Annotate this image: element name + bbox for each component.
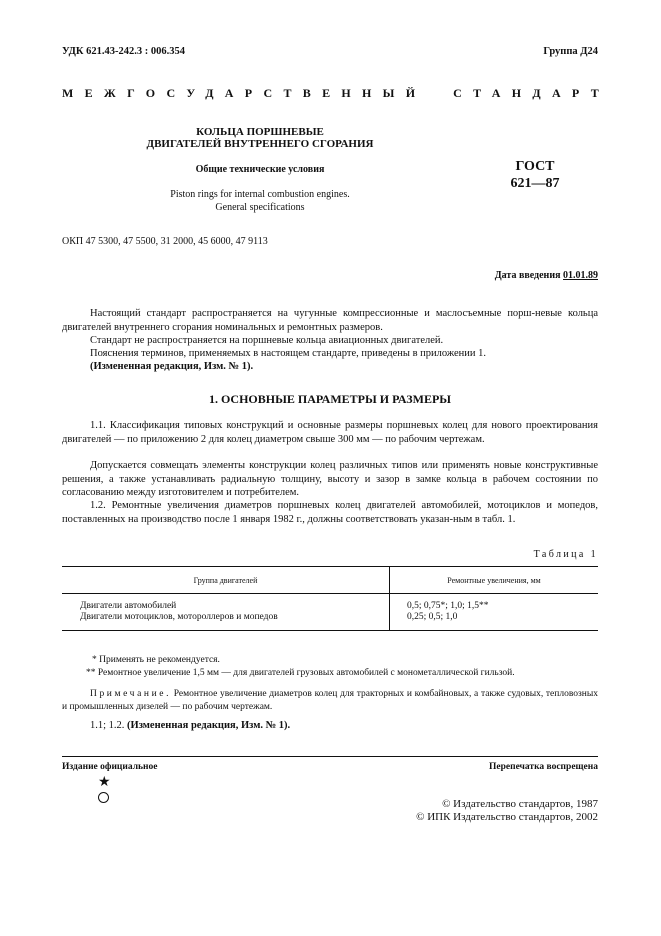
paragraph-1-2: 1.2. Ремонтные увеличения диаметров поршневых колец двигателей автомобилей, мотоциклов и мопедов, поставленных на производство после 1 января 1982 г., должны соответствовать указан-ным в табл. 1.	[62, 500, 598, 525]
table-caption: Таблица 1	[533, 549, 598, 560]
gost-label: ГОСТ	[515, 159, 555, 174]
footer-rule	[62, 756, 598, 757]
okp-codes: ОКП 47 5300, 47 5500, 31 2000, 45 6000, 47 9113	[62, 236, 268, 247]
table-row-1-group: Двигатели автомобилей	[80, 601, 177, 611]
official-edition: Издание официальное	[62, 762, 158, 772]
paragraph-1-1-addendum: Допускается совмещать элементы конструкции колец различных типов или применять новые конструктивные решения, а также устанавливать радиальную толщину, высоту и зазор в замке кольца в рабочем состоянии по согласованию между изготовителем и потребителем.	[62, 460, 598, 498]
document-title	[110, 126, 410, 150]
section-1-heading: 1. ОСНОВНЫЕ ПАРАМЕТРЫ И РАЗМЕРЫ	[208, 392, 452, 406]
table-header-group: Группа двигателей	[193, 576, 258, 585]
udk-code: УДК 621.43-242.3 : 006.354	[62, 46, 185, 57]
circle-icon	[98, 792, 109, 803]
note-label: Примечание.	[90, 689, 172, 699]
intro-amendment: (Измененная редакция, Изм. № 1).	[90, 361, 254, 372]
note-text: Ремонтное увеличение диаметров колец для тракторных и комбайновых, а также судовых, тепловозных и промышленных дизелей — по рабочим чертежам.	[62, 689, 598, 712]
intro-paragraph-1: Настоящий стандарт распространяется на чугунные компрессионные и маслосъемные порш-невые кольца двигателей внутреннего сгорания номинальных и ремонтных размеров.	[62, 308, 598, 333]
english-title-line-2: General specifications	[215, 202, 305, 213]
table-bottom-rule	[62, 630, 598, 631]
english-title-line-1: Piston rings for internal combustion engines.	[170, 189, 350, 200]
footnote-2: ** Ремонтное увеличение 1,5 мм — для двигателей грузовых автомобилей с монометаллической гильзой.	[86, 668, 515, 678]
standard-word-interstate: МЕЖГОСУДАРСТВЕННЫЙ	[62, 86, 427, 100]
table-top-rule	[62, 566, 598, 567]
english-title	[110, 188, 410, 214]
title-line-1: КОЛЬЦА ПОРШНЕВЫЕ	[196, 126, 324, 138]
standard-word-standard: СТАНДАРТ	[453, 86, 610, 100]
table-row-2-group: Двигатели мотоциклов, мотороллеров и мопедов	[80, 612, 278, 622]
star-icon: ★	[98, 775, 111, 790]
intro-paragraph-3: Пояснения терминов, применяемых в настоящем стандарте, приведены в приложении 1.	[90, 348, 487, 359]
paragraph-1-1: 1.1. Классификация типовых конструкций и основные размеры поршневых колец для нового проектирования двигателей — по приложению 2 для колец диаметром свыше 300 мм — по рабочим чертежам.	[62, 420, 598, 445]
effective-date-label: Дата введения	[494, 270, 563, 281]
amendment-text: (Измененная редакция, Изм. № 1).	[127, 720, 291, 731]
footnote-1: * Применять не рекомендуется.	[92, 655, 220, 665]
group-code: Группа Д24	[543, 46, 598, 57]
gost-code: 621—87	[510, 176, 560, 191]
copyright-2002: © ИПК Издательство стандартов, 2002	[416, 811, 598, 823]
table-row-1-values: 0,5; 0,75*; 1,0; 1,5**	[407, 601, 489, 611]
table-row-2-values: 0,25; 0,5; 1,0	[407, 612, 458, 622]
effective-date	[495, 270, 598, 281]
copyright-1987: © Издательство стандартов, 1987	[442, 798, 598, 810]
amendment-line	[90, 720, 290, 731]
effective-date-value: 01.01.89	[563, 270, 598, 281]
amendment-prefix: 1.1; 1.2.	[90, 720, 128, 731]
gost-number	[500, 158, 570, 192]
table-header-rule	[62, 593, 598, 594]
reprint-prohibited: Перепечатка воспрещена	[488, 762, 598, 772]
intro-paragraph-2: Стандарт не распространяется на поршневые кольца авиационных двигателей.	[90, 335, 444, 346]
title-line-2: ДВИГАТЕЛЕЙ ВНУТРЕННЕГО СГОРАНИЯ	[146, 138, 374, 150]
document-subtitle: Общие технические условия	[195, 164, 325, 175]
table-header-increments: Ремонтные увеличения, мм	[447, 576, 541, 585]
table-note	[62, 688, 598, 714]
